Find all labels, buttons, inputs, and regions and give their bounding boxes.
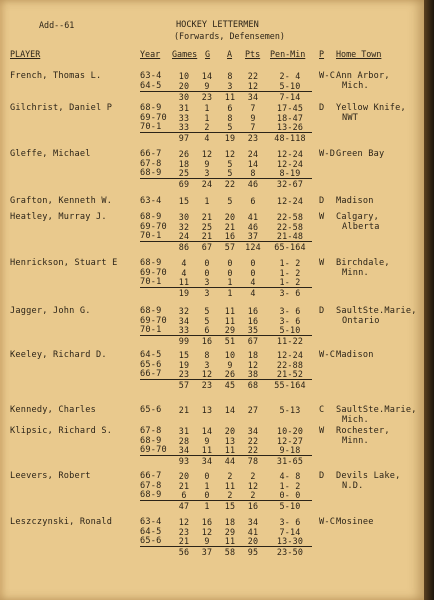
header-position: P [319,49,325,59]
games-value: 28 [178,435,190,446]
goals-value: 1 [204,480,210,491]
total-points: 95 [247,547,259,558]
goals-value: 1 [204,196,210,206]
points-value: 0 [250,258,256,268]
games-value: 30 [178,212,190,222]
goals-value: 13 [201,405,213,415]
player-name: Leszczynski, Ronald [10,517,113,527]
season-year: 69-70 [140,221,167,232]
season-year: 64-5 [140,80,162,91]
games-value: 26 [178,149,190,159]
player-position: D [319,196,325,206]
season-year: 70-1 [140,122,162,133]
total-games: 86 [178,242,190,253]
player-name: Keeley, Richard D. [10,350,107,360]
games-value: 32 [178,306,190,316]
penalty-value: 21-48 [276,231,304,242]
penalty-value: 22-58 [276,221,304,232]
player-home-town: Birchdale, [336,258,390,268]
player-position: W-D [319,149,336,159]
games-value: 18 [178,158,190,169]
total-goals: 67 [201,242,213,253]
points-value: 16 [247,306,259,316]
season-year: 68-9 [140,103,162,113]
player-home-town: SaultSte.Marie, [336,306,417,316]
games-value: 33 [178,122,190,133]
player-name: Henrickson, Stuart E [10,258,118,268]
total-goals: 16 [201,336,213,347]
header-home-town: Home Town [336,49,382,59]
points-value: 14 [247,158,259,169]
total-games: 19 [178,288,190,299]
penalty-value: 1- 2 [279,267,301,278]
player-position: W [319,212,325,222]
goals-value: 12 [201,526,213,537]
games-value: 33 [178,112,190,123]
total-penalty: 32-67 [276,179,304,190]
player-position: W-C [319,71,336,81]
points-value: 16 [247,315,259,326]
penalty-value: 12-24 [276,149,304,159]
player-home-town: SaultSte.Marie, [336,405,417,415]
total-penalty: 7-14 [279,91,301,102]
assists-value: 8 [227,71,233,81]
penalty-value: 3- 6 [279,306,301,316]
penalty-value: 3- 6 [279,315,301,326]
total-games: 97 [178,133,190,144]
points-value: 22 [247,435,259,446]
total-assists: 19 [224,133,236,144]
goals-value: 1 [204,112,210,123]
player-name: Klipsic, Richard S. [10,426,113,436]
player-position: W [319,426,325,436]
total-goals: 1 [204,501,210,512]
points-value: 7 [250,103,256,113]
goals-value: 0 [204,267,210,278]
header-assists: A [227,49,233,59]
assists-value: 1 [227,277,233,288]
games-value: 32 [178,221,190,232]
assists-value: 18 [224,517,236,527]
penalty-value: 21-52 [276,369,304,380]
goals-value: 21 [201,212,213,222]
points-value: 41 [247,212,259,222]
total-goals: 23 [201,380,213,391]
points-value: 38 [247,369,259,380]
goals-value: 11 [201,445,213,456]
penalty-value: 7-14 [279,526,301,537]
total-assists: 57 [224,242,236,253]
total-penalty: 23-50 [276,547,304,558]
penalty-value: 12-24 [276,350,304,360]
season-year: 68-9 [140,212,162,222]
points-value: 7 [250,122,256,133]
season-year: 64-5 [140,350,162,360]
total-assists: 11 [224,91,236,102]
player-position: W-C [319,517,336,527]
penalty-value: 4- 8 [279,471,301,481]
games-value: 21 [178,536,190,547]
total-assists: 58 [224,547,236,558]
season-year: 69-70 [140,112,167,123]
assists-value: 11 [224,315,236,326]
penalty-value: 17-45 [276,103,304,113]
assists-value: 8 [227,112,233,123]
points-value: 22 [247,445,259,456]
total-penalty: 3- 6 [279,288,301,299]
goals-value: 9 [204,435,210,446]
assists-value: 5 [227,196,233,206]
games-value: 24 [178,231,190,242]
points-value: 24 [247,149,259,159]
assists-value: 21 [224,221,236,232]
player-name: Leevers, Robert [10,471,91,481]
player-home-town: Mich. [342,414,369,425]
player-home-town: Calgary, [336,212,379,222]
player-home-town: Green Bay [336,149,385,159]
assists-value: 29 [224,526,236,537]
assists-value: 5 [227,168,233,179]
points-value: 34 [247,426,259,436]
header-points: Pts [245,49,261,59]
assists-value: 29 [224,325,236,336]
player-name: Gilchrist, Daniel P [10,103,113,113]
penalty-value: 2- 4 [279,71,301,81]
season-year: 67-8 [140,426,162,436]
goals-value: 0 [204,471,210,481]
total-games: 47 [178,501,190,512]
penalty-value: 13-30 [276,536,304,547]
assists-value: 10 [224,350,236,360]
player-position: W [319,258,325,268]
points-value: 37 [247,231,259,242]
total-points: 34 [247,91,259,102]
goals-value: 3 [204,168,210,179]
penalty-value: 12-24 [276,158,304,169]
goals-value: 3 [204,359,210,370]
season-year: 65-6 [140,536,162,547]
total-penalty: 48-118 [274,133,306,144]
penalty-value: 13-26 [276,122,304,133]
season-year: 63-4 [140,71,162,81]
games-value: 20 [178,80,190,91]
player-home-town: N.D. [342,480,364,491]
player-name: Grafton, Kenneth W. [10,196,113,206]
total-points: 4 [250,288,256,299]
penalty-value: 12-27 [276,435,304,446]
player-name: Kennedy, Charles [10,405,96,415]
player-position: W-C [319,350,336,360]
total-points: 46 [247,179,259,190]
goals-value: 0 [204,258,210,268]
page-reference: Add--61 [39,20,75,30]
games-value: 21 [178,405,190,415]
season-year: 70-1 [140,325,162,336]
goals-value: 21 [201,231,213,242]
goals-value: 6 [204,325,210,336]
points-value: 2 [250,471,256,481]
assists-value: 0 [227,267,233,278]
player-name: Heatley, Murray J. [10,212,107,222]
penalty-value: 22-88 [276,359,304,370]
assists-value: 11 [224,480,236,491]
season-year: 70-1 [140,277,162,288]
player-name: French, Thomas L. [10,71,102,81]
total-assists: 15 [224,501,236,512]
page-subtitle: (Forwards, Defensemen) [174,31,285,41]
points-value: 12 [247,480,259,491]
season-year: 68-9 [140,435,162,446]
season-year: 68-9 [140,168,162,179]
points-value: 20 [247,536,259,547]
games-value: 10 [178,71,190,81]
assists-value: 12 [224,149,236,159]
total-goals: 4 [204,133,210,144]
assists-value: 20 [224,212,236,222]
total-games: 30 [178,91,190,102]
goals-value: 8 [204,350,210,360]
games-value: 34 [178,315,190,326]
header-player: PLAYER [10,49,41,59]
player-name: Gleffe, Michael [10,149,91,159]
goals-value: 9 [204,80,210,91]
season-year: 68-9 [140,258,162,268]
page-title: HOCKEY LETTERMEN [176,20,259,30]
penalty-value: 5-10 [279,80,301,91]
penalty-value: 5-13 [279,405,301,415]
season-year: 67-8 [140,480,162,491]
total-goals: 23 [201,91,213,102]
points-value: 41 [247,526,259,537]
assists-value: 13 [224,435,236,446]
games-value: 21 [178,480,190,491]
assists-value: 20 [224,426,236,436]
goals-value: 12 [201,149,213,159]
total-penalty: 31-65 [276,456,304,467]
goals-value: 5 [204,315,210,326]
total-games: 93 [178,456,190,467]
header-games: Games [172,49,198,59]
player-home-town: Rochester, [336,426,390,436]
assists-value: 2 [227,490,233,501]
player-home-town: Mosinee [336,517,374,527]
player-home-town: Devils Lake, [336,471,401,481]
total-games: 56 [178,547,190,558]
player-home-town: Ann Arbor, [336,71,390,81]
player-home-town: Mich. [342,80,369,91]
games-value: 15 [178,350,190,360]
total-points: 68 [247,380,259,391]
header-goals: G [205,49,211,59]
total-penalty: 11-22 [276,336,304,347]
total-assists: 51 [224,336,236,347]
player-home-town: Minn. [342,267,369,278]
penalty-value: 3- 6 [279,517,301,527]
penalty-value: 12-24 [276,196,304,206]
penalty-value: 10-20 [276,426,304,436]
assists-value: 16 [224,231,236,242]
assists-value: 5 [227,158,233,169]
assists-value: 2 [227,471,233,481]
total-goals: 3 [204,288,210,299]
penalty-value: 1- 2 [279,258,301,268]
penalty-value: 1- 2 [279,277,301,288]
total-points: 67 [247,336,259,347]
season-year: 63-4 [140,517,162,527]
season-year: 65-6 [140,405,162,415]
goals-value: 16 [201,517,213,527]
points-value: 46 [247,221,259,232]
points-value: 34 [247,517,259,527]
games-value: 19 [178,359,190,370]
points-value: 22 [247,71,259,81]
games-value: 25 [178,168,190,179]
assists-value: 11 [224,536,236,547]
games-value: 20 [178,471,190,481]
points-value: 2 [250,490,256,501]
games-value: 33 [178,325,190,336]
total-penalty: 65-164 [274,242,306,253]
goals-value: 1 [204,103,210,113]
games-value: 11 [178,277,190,288]
season-year: 63-4 [140,196,162,206]
points-value: 35 [247,325,259,336]
player-home-town: Yellow Knife, [336,103,406,113]
points-value: 0 [250,267,256,278]
points-value: 8 [250,168,256,179]
games-value: 31 [178,103,190,113]
games-value: 15 [178,196,190,206]
points-value: 9 [250,112,256,123]
games-value: 34 [178,445,190,456]
games-value: 23 [178,526,190,537]
season-year: 66-7 [140,471,162,481]
assists-value: 26 [224,369,236,380]
binding-edge [424,0,434,600]
player-position: C [319,405,325,415]
games-value: 23 [178,369,190,380]
player-position: D [319,471,325,481]
player-home-town: Alberta [342,221,380,232]
goals-value: 5 [204,306,210,316]
total-assists: 45 [224,380,236,391]
player-position: D [319,103,325,113]
games-value: 4 [181,267,187,278]
season-year: 68-9 [140,490,162,501]
total-points: 16 [247,501,259,512]
penalty-value: 22-58 [276,212,304,222]
penalty-value: 1- 2 [279,480,301,491]
player-home-town: NWT [342,112,359,123]
season-year: 64-5 [140,526,162,537]
points-value: 12 [247,80,259,91]
points-value: 4 [250,277,256,288]
season-year: 65-6 [140,359,162,370]
goals-value: 14 [201,426,213,436]
total-points: 23 [247,133,259,144]
header-penalty-minutes: Pen-Min [270,49,306,59]
games-value: 4 [181,258,187,268]
goals-value: 9 [204,158,210,169]
assists-value: 11 [224,445,236,456]
points-value: 18 [247,350,259,360]
season-year: 67-8 [140,158,162,169]
goals-value: 9 [204,536,210,547]
penalty-value: 18-47 [276,112,304,123]
season-year: 69-70 [140,315,167,326]
points-value: 27 [247,405,259,415]
player-home-town: Ontario [342,315,380,326]
header-year: Year [140,49,161,59]
player-home-town: Madison [336,350,374,360]
games-value: 12 [178,517,190,527]
points-value: 6 [250,196,256,206]
total-games: 57 [178,380,190,391]
penalty-value: 8-19 [279,168,301,179]
season-year: 69-70 [140,267,167,278]
goals-value: 25 [201,221,213,232]
player-home-town: Minn. [342,435,369,446]
season-year: 66-7 [140,369,162,380]
total-assists: 44 [224,456,236,467]
assists-value: 9 [227,359,233,370]
goals-value: 0 [204,490,210,501]
total-penalty: 55-164 [274,380,306,391]
assists-value: 5 [227,122,233,133]
goals-value: 3 [204,277,210,288]
assists-value: 14 [224,405,236,415]
assists-value: 3 [227,80,233,91]
player-home-town: Madison [336,196,374,206]
total-games: 69 [178,179,190,190]
total-penalty: 5-10 [279,501,301,512]
total-assists: 22 [224,179,236,190]
penalty-value: 5-10 [279,325,301,336]
assists-value: 0 [227,258,233,268]
goals-value: 12 [201,369,213,380]
games-value: 6 [181,490,187,501]
season-year: 69-70 [140,445,167,456]
penalty-value: 9-18 [279,445,301,456]
goals-value: 14 [201,71,213,81]
games-value: 31 [178,426,190,436]
total-games: 99 [178,336,190,347]
total-goals: 24 [201,179,213,190]
total-goals: 37 [201,547,213,558]
season-year: 70-1 [140,231,162,242]
assists-value: 11 [224,306,236,316]
goals-value: 2 [204,122,210,133]
player-name: Jagger, John G. [10,306,91,316]
assists-value: 6 [227,103,233,113]
points-value: 12 [247,359,259,370]
player-position: D [319,306,325,316]
season-year: 68-9 [140,306,162,316]
penalty-value: 0- 0 [279,490,301,501]
season-year: 66-7 [140,149,162,159]
total-assists: 1 [227,288,233,299]
total-points: 78 [247,456,259,467]
total-points: 124 [245,242,261,253]
total-goals: 34 [201,456,213,467]
